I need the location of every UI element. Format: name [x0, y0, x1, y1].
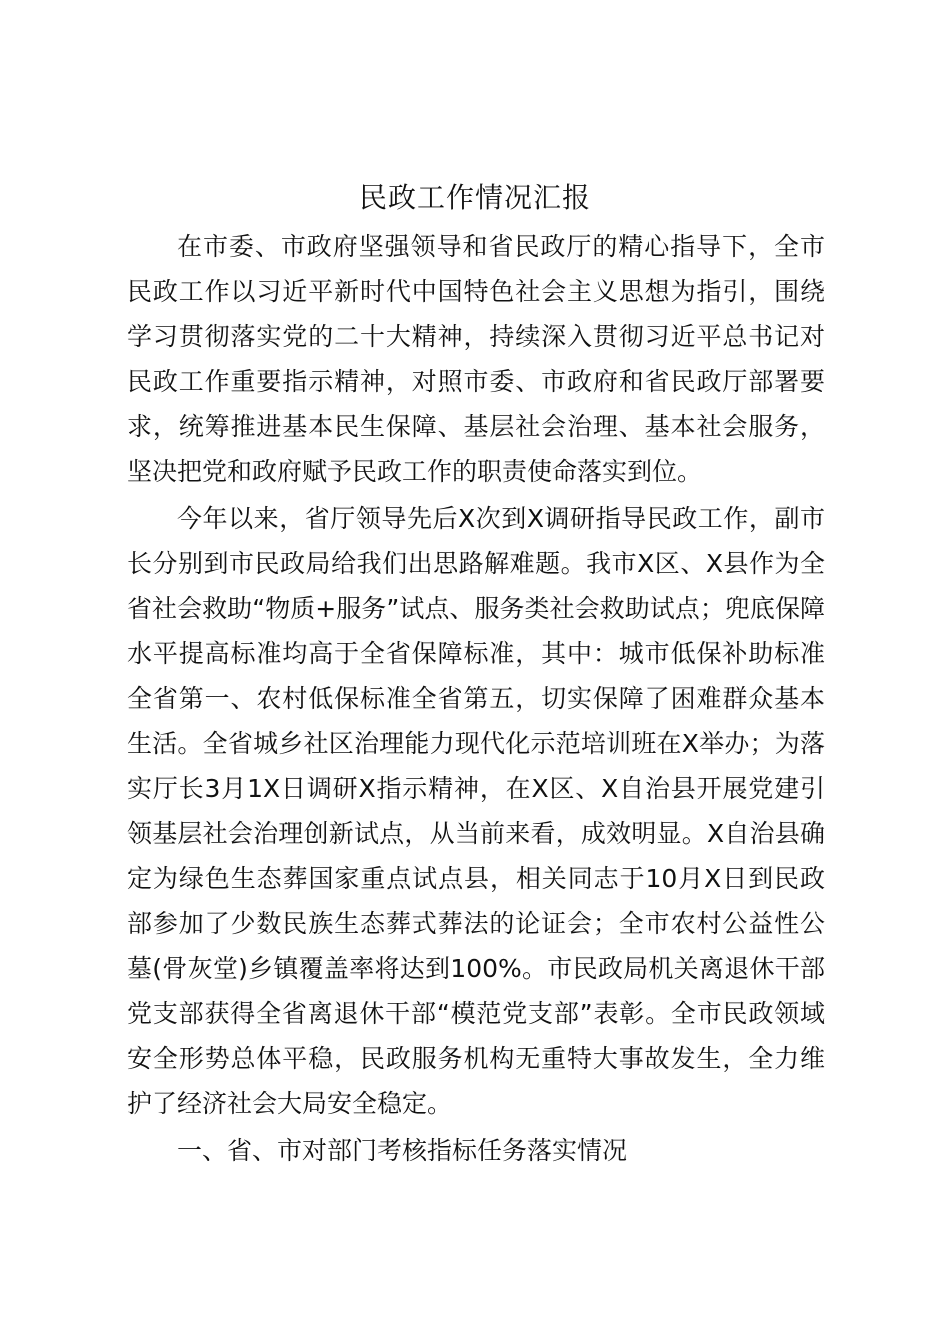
- paragraph-intro: 在市委、市政府坚强领导和省民政厅的精心指导下，全市民政工作以习近平新时代中国特色社会主义思想为指引，围绕学习贯彻落实党的二十大精神，持续深入贯彻习近平总书记对民政工作重要指示精神，对照市委、市政府和省民政厅部署要求，统筹推进基本民生保障、基层社会治理、基本社会服务，坚决把党和政府赋予民政工作的职责使命落实到位。: [127, 232, 825, 486]
- document-body: [127, 224, 825, 1173]
- paragraph-achievements: 今年以来，省厅领导先后X次到X调研指导民政工作，副市长分别到市民政局给我们出思路解难题。我市X区、X县作为全省社会救助“物质+服务”试点、服务类社会救助试点；兜底保障水平提高标准均高于全省保障标准，其中：城市低保补助标准全省第一、农村低保标准全省第五，切实保障了困难群众基本生活。全省城乡社区治理能力现代化示范培训班在X举办；为落实厅长3月1X日调研X指示精神，在X区、X自治县开展党建引领基层社会治理创新试点，从当前来看，成效明显。X自治县确定为绿色生态葬国家重点试点县，相关同志于10月X日到民政部参加了少数民族生态葬式葬法的论证会；全市农村公益性公墓(骨灰堂)乡镇覆盖率将达到100%。市民政局机关离退休干部党支部获得全省离退休干部“模范党支部”表彰。全市民政领域安全形势总体平稳，民政服务机构无重特大事故发生，全力维护了经济社会大局安全稳定。: [127, 504, 825, 1118]
- document-title: 民政工作情况汇报: [358, 181, 591, 214]
- section-heading: 一、省、市对部门考核指标任务落实情况: [177, 1136, 628, 1165]
